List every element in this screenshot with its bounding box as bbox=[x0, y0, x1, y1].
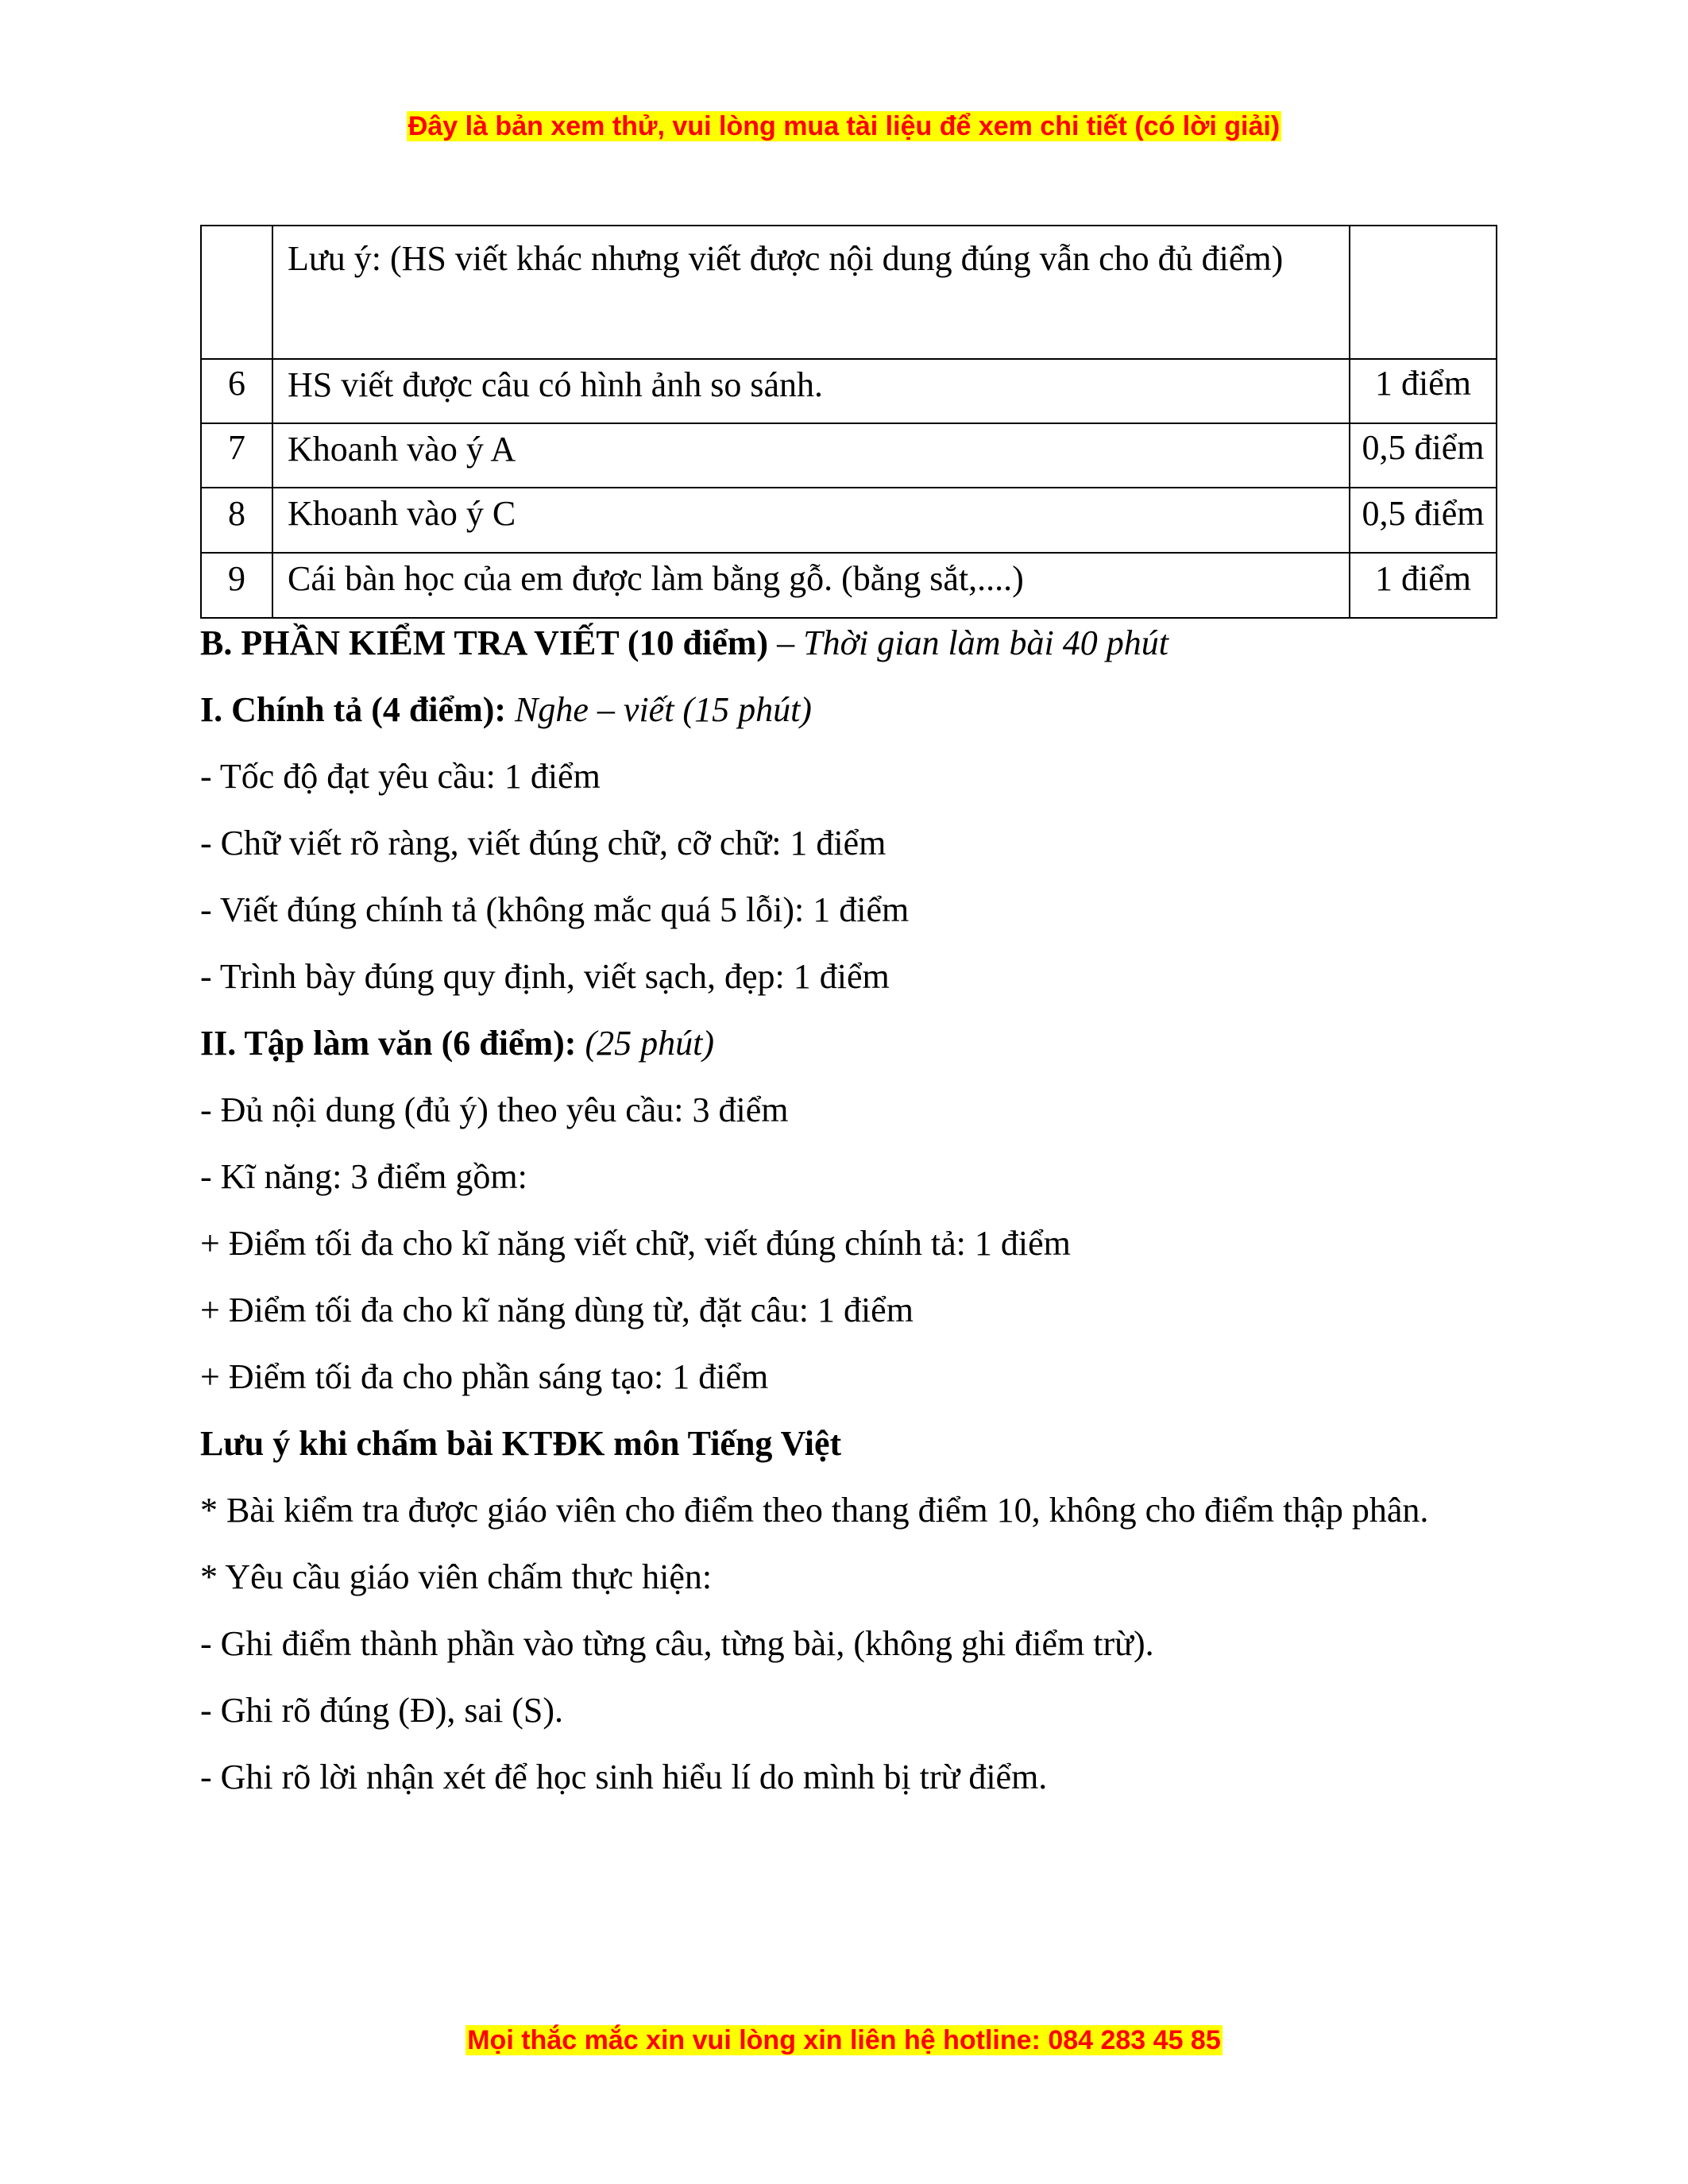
row-content: Lưu ý: (HS viết khác nhưng viết được nội dung đúng vẫn cho đủ điểm) bbox=[272, 226, 1350, 359]
document-body bbox=[200, 610, 1503, 1811]
row-score: 0,5 điểm bbox=[1350, 423, 1497, 488]
list-item: - Tốc độ đạt yêu cầu: 1 điểm bbox=[200, 757, 601, 796]
section-b-title: B. PHẦN KIỂM TRA VIẾT (10 điểm) bbox=[200, 623, 769, 662]
table-row bbox=[201, 553, 1497, 618]
part-2-title: II. Tập làm văn (6 điểm): bbox=[200, 1024, 577, 1063]
list-item: - Kĩ năng: 3 điểm gồm: bbox=[200, 1157, 527, 1196]
part-2-subtitle: (25 phút) bbox=[576, 1024, 714, 1063]
list-item: - Ghi rõ đúng (Đ), sai (S). bbox=[200, 1691, 564, 1730]
list-item: - Đủ nội dung (đủ ý) theo yêu cầu: 3 điểm bbox=[200, 1090, 789, 1129]
part-1-subtitle: Nghe – viết (15 phút) bbox=[506, 690, 812, 729]
list-item: - Ghi rõ lời nhận xét để học sinh hiểu lí do mình bị trừ điểm. bbox=[200, 1758, 1048, 1796]
footer-notice bbox=[0, 2023, 1688, 2058]
list-item: * Yêu cầu giáo viên chấm thực hiện: bbox=[200, 1557, 713, 1596]
part-1-title: I. Chính tả (4 điểm): bbox=[200, 690, 507, 729]
grading-notes-title: Lưu ý khi chấm bài KTĐK môn Tiếng Việt bbox=[200, 1424, 842, 1463]
row-content: Khoanh vào ý C bbox=[272, 488, 1350, 553]
row-number: 9 bbox=[201, 553, 272, 618]
part-2-heading bbox=[200, 1010, 1503, 1077]
list-item: + Điểm tối đa cho phần sáng tạo: 1 điểm bbox=[200, 1357, 769, 1396]
row-number: 6 bbox=[201, 359, 272, 423]
header-notice-text: Đây là bản xem thử, vui lòng mua tài liệu để xem chi tiết (có lời giải) bbox=[408, 111, 1280, 141]
row-number: 8 bbox=[201, 488, 272, 553]
list-item: - Trình bày đúng quy định, viết sạch, đẹp: 1 điểm bbox=[200, 957, 890, 996]
section-b-subtitle: – Thời gian làm bài 40 phút bbox=[768, 623, 1168, 662]
row-content: Cái bàn học của em được làm bằng gỗ. (bằng sắt,....) bbox=[272, 553, 1350, 618]
answer-table bbox=[200, 225, 1497, 619]
table-row bbox=[201, 488, 1497, 553]
section-b-heading bbox=[200, 610, 1503, 677]
list-item: - Chữ viết rõ ràng, viết đúng chữ, cỡ chữ: 1 điểm bbox=[200, 824, 886, 862]
list-item: - Viết đúng chính tả (không mắc quá 5 lỗi): 1 điểm bbox=[200, 890, 910, 929]
row-content: HS viết được câu có hình ảnh so sánh. bbox=[272, 359, 1350, 423]
part-1-heading bbox=[200, 677, 1503, 743]
list-item: + Điểm tối đa cho kĩ năng dùng từ, đặt câu: 1 điểm bbox=[200, 1291, 914, 1329]
footer-notice-text: Mọi thắc mắc xin vui lòng xin liên hệ hotline: 084 283 45 85 bbox=[467, 2025, 1221, 2055]
row-score: 1 điểm bbox=[1350, 553, 1497, 618]
table-row bbox=[201, 423, 1497, 488]
row-number bbox=[201, 226, 272, 359]
row-content: Khoanh vào ý A bbox=[272, 423, 1350, 488]
list-item: * Bài kiểm tra được giáo viên cho điểm theo thang điểm 10, không cho điểm thập phân. bbox=[200, 1491, 1429, 1530]
list-item: - Ghi điểm thành phần vào từng câu, từng bài, (không ghi điểm trừ). bbox=[200, 1624, 1154, 1663]
row-score: 1 điểm bbox=[1350, 359, 1497, 423]
row-number: 7 bbox=[201, 423, 272, 488]
table-row bbox=[201, 226, 1497, 359]
table-row bbox=[201, 359, 1497, 423]
header-notice bbox=[0, 109, 1688, 144]
list-item: + Điểm tối đa cho kĩ năng viết chữ, viết đúng chính tả: 1 điểm bbox=[200, 1224, 1071, 1263]
row-score: 0,5 điểm bbox=[1350, 488, 1497, 553]
row-score bbox=[1350, 226, 1497, 359]
